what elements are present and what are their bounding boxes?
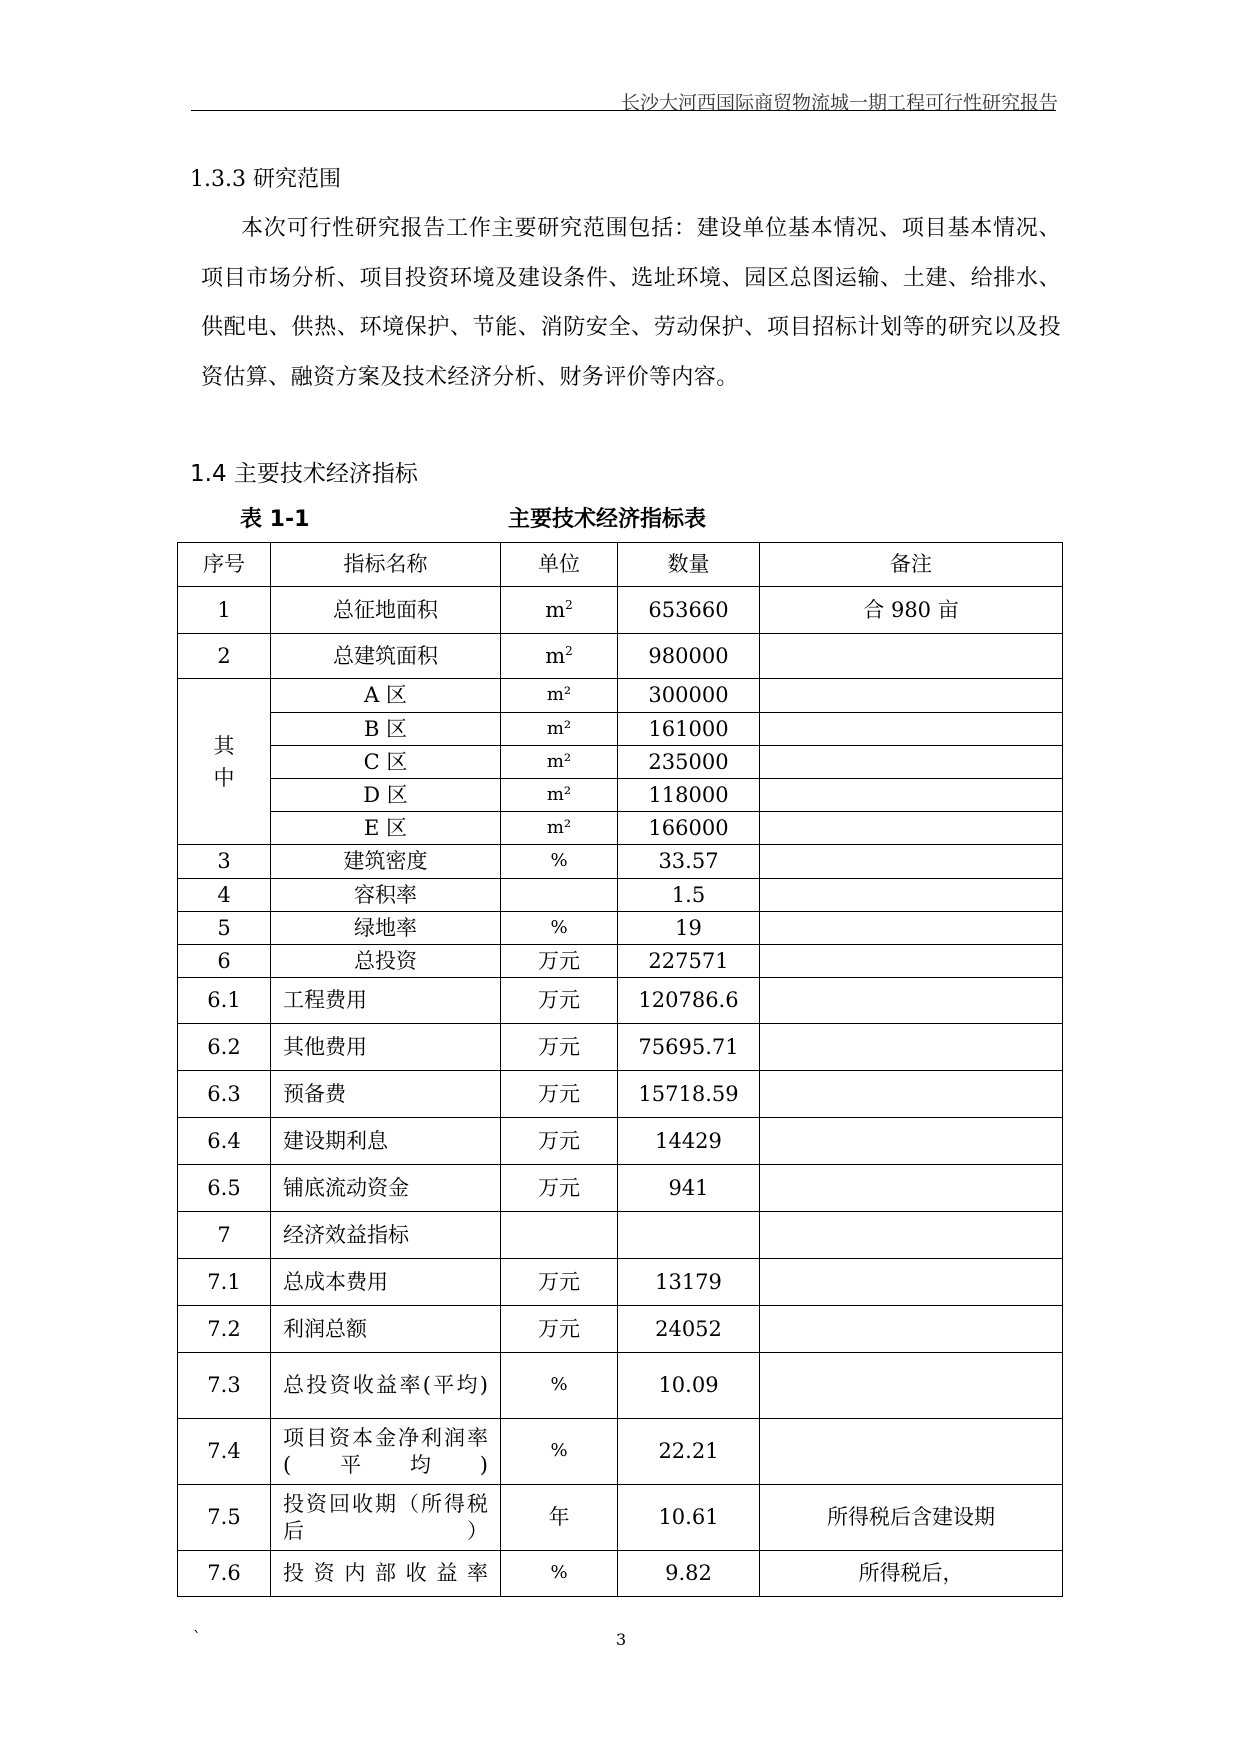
cell-note bbox=[760, 1071, 1063, 1118]
cell-no: 7.1 bbox=[178, 1259, 271, 1306]
cell-note bbox=[760, 679, 1063, 713]
cell-note: 合 980 亩 bbox=[760, 587, 1063, 634]
cell-note bbox=[760, 1165, 1063, 1212]
cell-no: 3 bbox=[178, 845, 271, 879]
table-header-row bbox=[178, 543, 1063, 587]
cell-name: D 区 bbox=[271, 779, 501, 812]
cell-name: B 区 bbox=[271, 713, 501, 746]
table-row bbox=[178, 1259, 1063, 1306]
cell-unit: m² bbox=[501, 812, 618, 845]
header-rule bbox=[191, 110, 1056, 111]
cell-name: 建筑密度 bbox=[271, 845, 501, 879]
cell-qty: 941 bbox=[618, 1165, 760, 1212]
cell-qty: 9.82 bbox=[618, 1551, 760, 1597]
header-cell: 备注 bbox=[760, 543, 1063, 587]
cell-no: 2 bbox=[178, 634, 271, 679]
cell-no: 7 bbox=[178, 1212, 271, 1259]
cell-no: 6.2 bbox=[178, 1024, 271, 1071]
cell-unit: m² bbox=[501, 779, 618, 812]
table-row bbox=[178, 1353, 1063, 1419]
cell-name: 投资内部收益率 bbox=[271, 1551, 501, 1597]
table-row bbox=[178, 779, 1063, 812]
cell-no: 6.4 bbox=[178, 1118, 271, 1165]
cell-unit: $m^2$ bbox=[501, 634, 618, 679]
cell-no: 4 bbox=[178, 879, 271, 912]
cell-no: 6.5 bbox=[178, 1165, 271, 1212]
cell-name: 工程费用 bbox=[271, 978, 501, 1024]
cell-unit: 万元 bbox=[501, 1306, 618, 1353]
cell-qty: 13179 bbox=[618, 1259, 760, 1306]
cell-qty: 118000 bbox=[618, 779, 760, 812]
cell-name: A 区 bbox=[271, 679, 501, 713]
cell-name: 利润总额 bbox=[271, 1306, 501, 1353]
cell-qty: 22.21 bbox=[618, 1419, 760, 1485]
table-row bbox=[178, 587, 1063, 634]
cell-name: 铺底流动资金 bbox=[271, 1165, 501, 1212]
cell-unit: 万元 bbox=[501, 1071, 618, 1118]
cell-name: 建设期利息 bbox=[271, 1118, 501, 1165]
table-row bbox=[178, 746, 1063, 779]
cell-note bbox=[760, 879, 1063, 912]
cell-note: 所得税后， bbox=[760, 1551, 1063, 1597]
table-row bbox=[178, 945, 1063, 978]
table-row bbox=[178, 1419, 1063, 1485]
cell-no: 5 bbox=[178, 912, 271, 945]
cell-no: 1 bbox=[178, 587, 271, 634]
table-row bbox=[178, 634, 1063, 679]
cell-note bbox=[760, 746, 1063, 779]
cell-qty: 980000 bbox=[618, 634, 760, 679]
cell-qty: 300000 bbox=[618, 679, 760, 713]
cell-name: 项目资本金净利润率(平均) bbox=[271, 1419, 501, 1485]
cell-note bbox=[760, 812, 1063, 845]
cell-qty: 75695.71 bbox=[618, 1024, 760, 1071]
cell-unit: % bbox=[501, 1353, 618, 1419]
cell-name: 总征地面积 bbox=[271, 587, 501, 634]
group-label-cell bbox=[178, 679, 271, 845]
cell-note bbox=[760, 1306, 1063, 1353]
table-row bbox=[178, 1551, 1063, 1597]
group-label-char: 其 bbox=[213, 733, 235, 758]
research-scope-paragraph: 本次可行性研究报告工作主要研究范围包括：建设单位基本情况、项目基本情况、项目市场分析、项目投资环境及建设条件、选址环境、园区总图运输、土建、给排水、供配电、供热、环境保护、节能、消防安全、劳动保护、项目招标计划等的研究以及投资估算、融资方案及技术经济分析、财务评价等内容。 bbox=[201, 216, 1061, 390]
cell-note bbox=[760, 1353, 1063, 1419]
cell-no: 6.1 bbox=[178, 978, 271, 1024]
table-row bbox=[178, 812, 1063, 845]
header-cell: 单位 bbox=[501, 543, 618, 587]
cell-note bbox=[760, 1259, 1063, 1306]
cell-no: 7.5 bbox=[178, 1485, 271, 1551]
cell-note bbox=[760, 634, 1063, 679]
table-row bbox=[178, 912, 1063, 945]
running-header: 长沙大河西国际商贸物流城一期工程可行性研究报告 bbox=[620, 92, 1058, 114]
cell-qty: 10.61 bbox=[618, 1485, 760, 1551]
cell-note bbox=[760, 945, 1063, 978]
cell-name: 经济效益指标 bbox=[271, 1212, 501, 1259]
cell-qty: 15718.59 bbox=[618, 1071, 760, 1118]
cell-qty: 227571 bbox=[618, 945, 760, 978]
section-title-1-3-3: 1.3.3 研究范围 bbox=[190, 167, 341, 192]
cell-qty: 120786.6 bbox=[618, 978, 760, 1024]
cell-note bbox=[760, 1118, 1063, 1165]
cell-unit: 万元 bbox=[501, 945, 618, 978]
header-cell: 指标名称 bbox=[271, 543, 501, 587]
table-row bbox=[178, 679, 1063, 713]
footer-mark: ` bbox=[193, 1628, 201, 1647]
cell-qty: 1.5 bbox=[618, 879, 760, 912]
table-row bbox=[178, 713, 1063, 746]
cell-note bbox=[760, 713, 1063, 746]
cell-name: 其他费用 bbox=[271, 1024, 501, 1071]
cell-unit: 万元 bbox=[501, 1165, 618, 1212]
table-label: 表 1-1 bbox=[240, 507, 310, 532]
cell-no: 7.2 bbox=[178, 1306, 271, 1353]
table-row bbox=[178, 1306, 1063, 1353]
table-row bbox=[178, 879, 1063, 912]
cell-unit: 万元 bbox=[501, 1118, 618, 1165]
table-row bbox=[178, 1118, 1063, 1165]
group-label-char: 中 bbox=[213, 765, 235, 790]
table-row bbox=[178, 1024, 1063, 1071]
table-row bbox=[178, 1071, 1063, 1118]
section-title-1-4: 1.4 主要技术经济指标 bbox=[190, 461, 418, 487]
cell-qty: 19 bbox=[618, 912, 760, 945]
cell-unit: % bbox=[501, 1419, 618, 1485]
header-cell: 序号 bbox=[178, 543, 271, 587]
cell-note bbox=[760, 845, 1063, 879]
cell-unit: m² bbox=[501, 679, 618, 713]
cell-note bbox=[760, 1212, 1063, 1259]
cell-unit: 万元 bbox=[501, 978, 618, 1024]
cell-qty: 33.57 bbox=[618, 845, 760, 879]
cell-unit: 万元 bbox=[501, 1024, 618, 1071]
cell-qty: 10.09 bbox=[618, 1353, 760, 1419]
cell-name: 容积率 bbox=[271, 879, 501, 912]
cell-qty: 14429 bbox=[618, 1118, 760, 1165]
cell-qty: 235000 bbox=[618, 746, 760, 779]
cell-name: 总投资收益率(平均) bbox=[271, 1353, 501, 1419]
header-cell: 数量 bbox=[618, 543, 760, 587]
indicators-table bbox=[177, 542, 1063, 1597]
cell-unit: m² bbox=[501, 713, 618, 746]
table-row bbox=[178, 1165, 1063, 1212]
cell-unit: % bbox=[501, 1551, 618, 1597]
cell-qty: 161000 bbox=[618, 713, 760, 746]
cell-note bbox=[760, 1419, 1063, 1485]
table-row bbox=[178, 1485, 1063, 1551]
table-title: 主要技术经济指标表 bbox=[508, 507, 707, 532]
cell-qty: 166000 bbox=[618, 812, 760, 845]
cell-no: 7.6 bbox=[178, 1551, 271, 1597]
cell-unit: m² bbox=[501, 746, 618, 779]
cell-name: 总建筑面积 bbox=[271, 634, 501, 679]
cell-no: 6 bbox=[178, 945, 271, 978]
cell-note bbox=[760, 978, 1063, 1024]
cell-unit: % bbox=[501, 845, 618, 879]
cell-unit: 万元 bbox=[501, 1259, 618, 1306]
cell-unit: $m^2$ bbox=[501, 587, 618, 634]
cell-unit bbox=[501, 1212, 618, 1259]
cell-qty: 24052 bbox=[618, 1306, 760, 1353]
cell-name: 总成本费用 bbox=[271, 1259, 501, 1306]
cell-name: 总投资 bbox=[271, 945, 501, 978]
cell-unit: % bbox=[501, 912, 618, 945]
cell-name: C 区 bbox=[271, 746, 501, 779]
table-row bbox=[178, 1212, 1063, 1259]
table-row bbox=[178, 845, 1063, 879]
page-number: 3 bbox=[616, 1630, 627, 1649]
cell-name: 预备费 bbox=[271, 1071, 501, 1118]
cell-unit bbox=[501, 879, 618, 912]
table-row bbox=[178, 978, 1063, 1024]
cell-name: 投资回收期（所得税后） bbox=[271, 1485, 501, 1551]
cell-note: 所得税后含建设期 bbox=[760, 1485, 1063, 1551]
cell-name: E 区 bbox=[271, 812, 501, 845]
cell-qty: 653660 bbox=[618, 587, 760, 634]
cell-note bbox=[760, 1024, 1063, 1071]
cell-note bbox=[760, 912, 1063, 945]
cell-no: 7.3 bbox=[178, 1353, 271, 1419]
cell-no: 7.4 bbox=[178, 1419, 271, 1485]
cell-note bbox=[760, 779, 1063, 812]
cell-name: 绿地率 bbox=[271, 912, 501, 945]
cell-qty bbox=[618, 1212, 760, 1259]
cell-no: 6.3 bbox=[178, 1071, 271, 1118]
cell-unit: 年 bbox=[501, 1485, 618, 1551]
